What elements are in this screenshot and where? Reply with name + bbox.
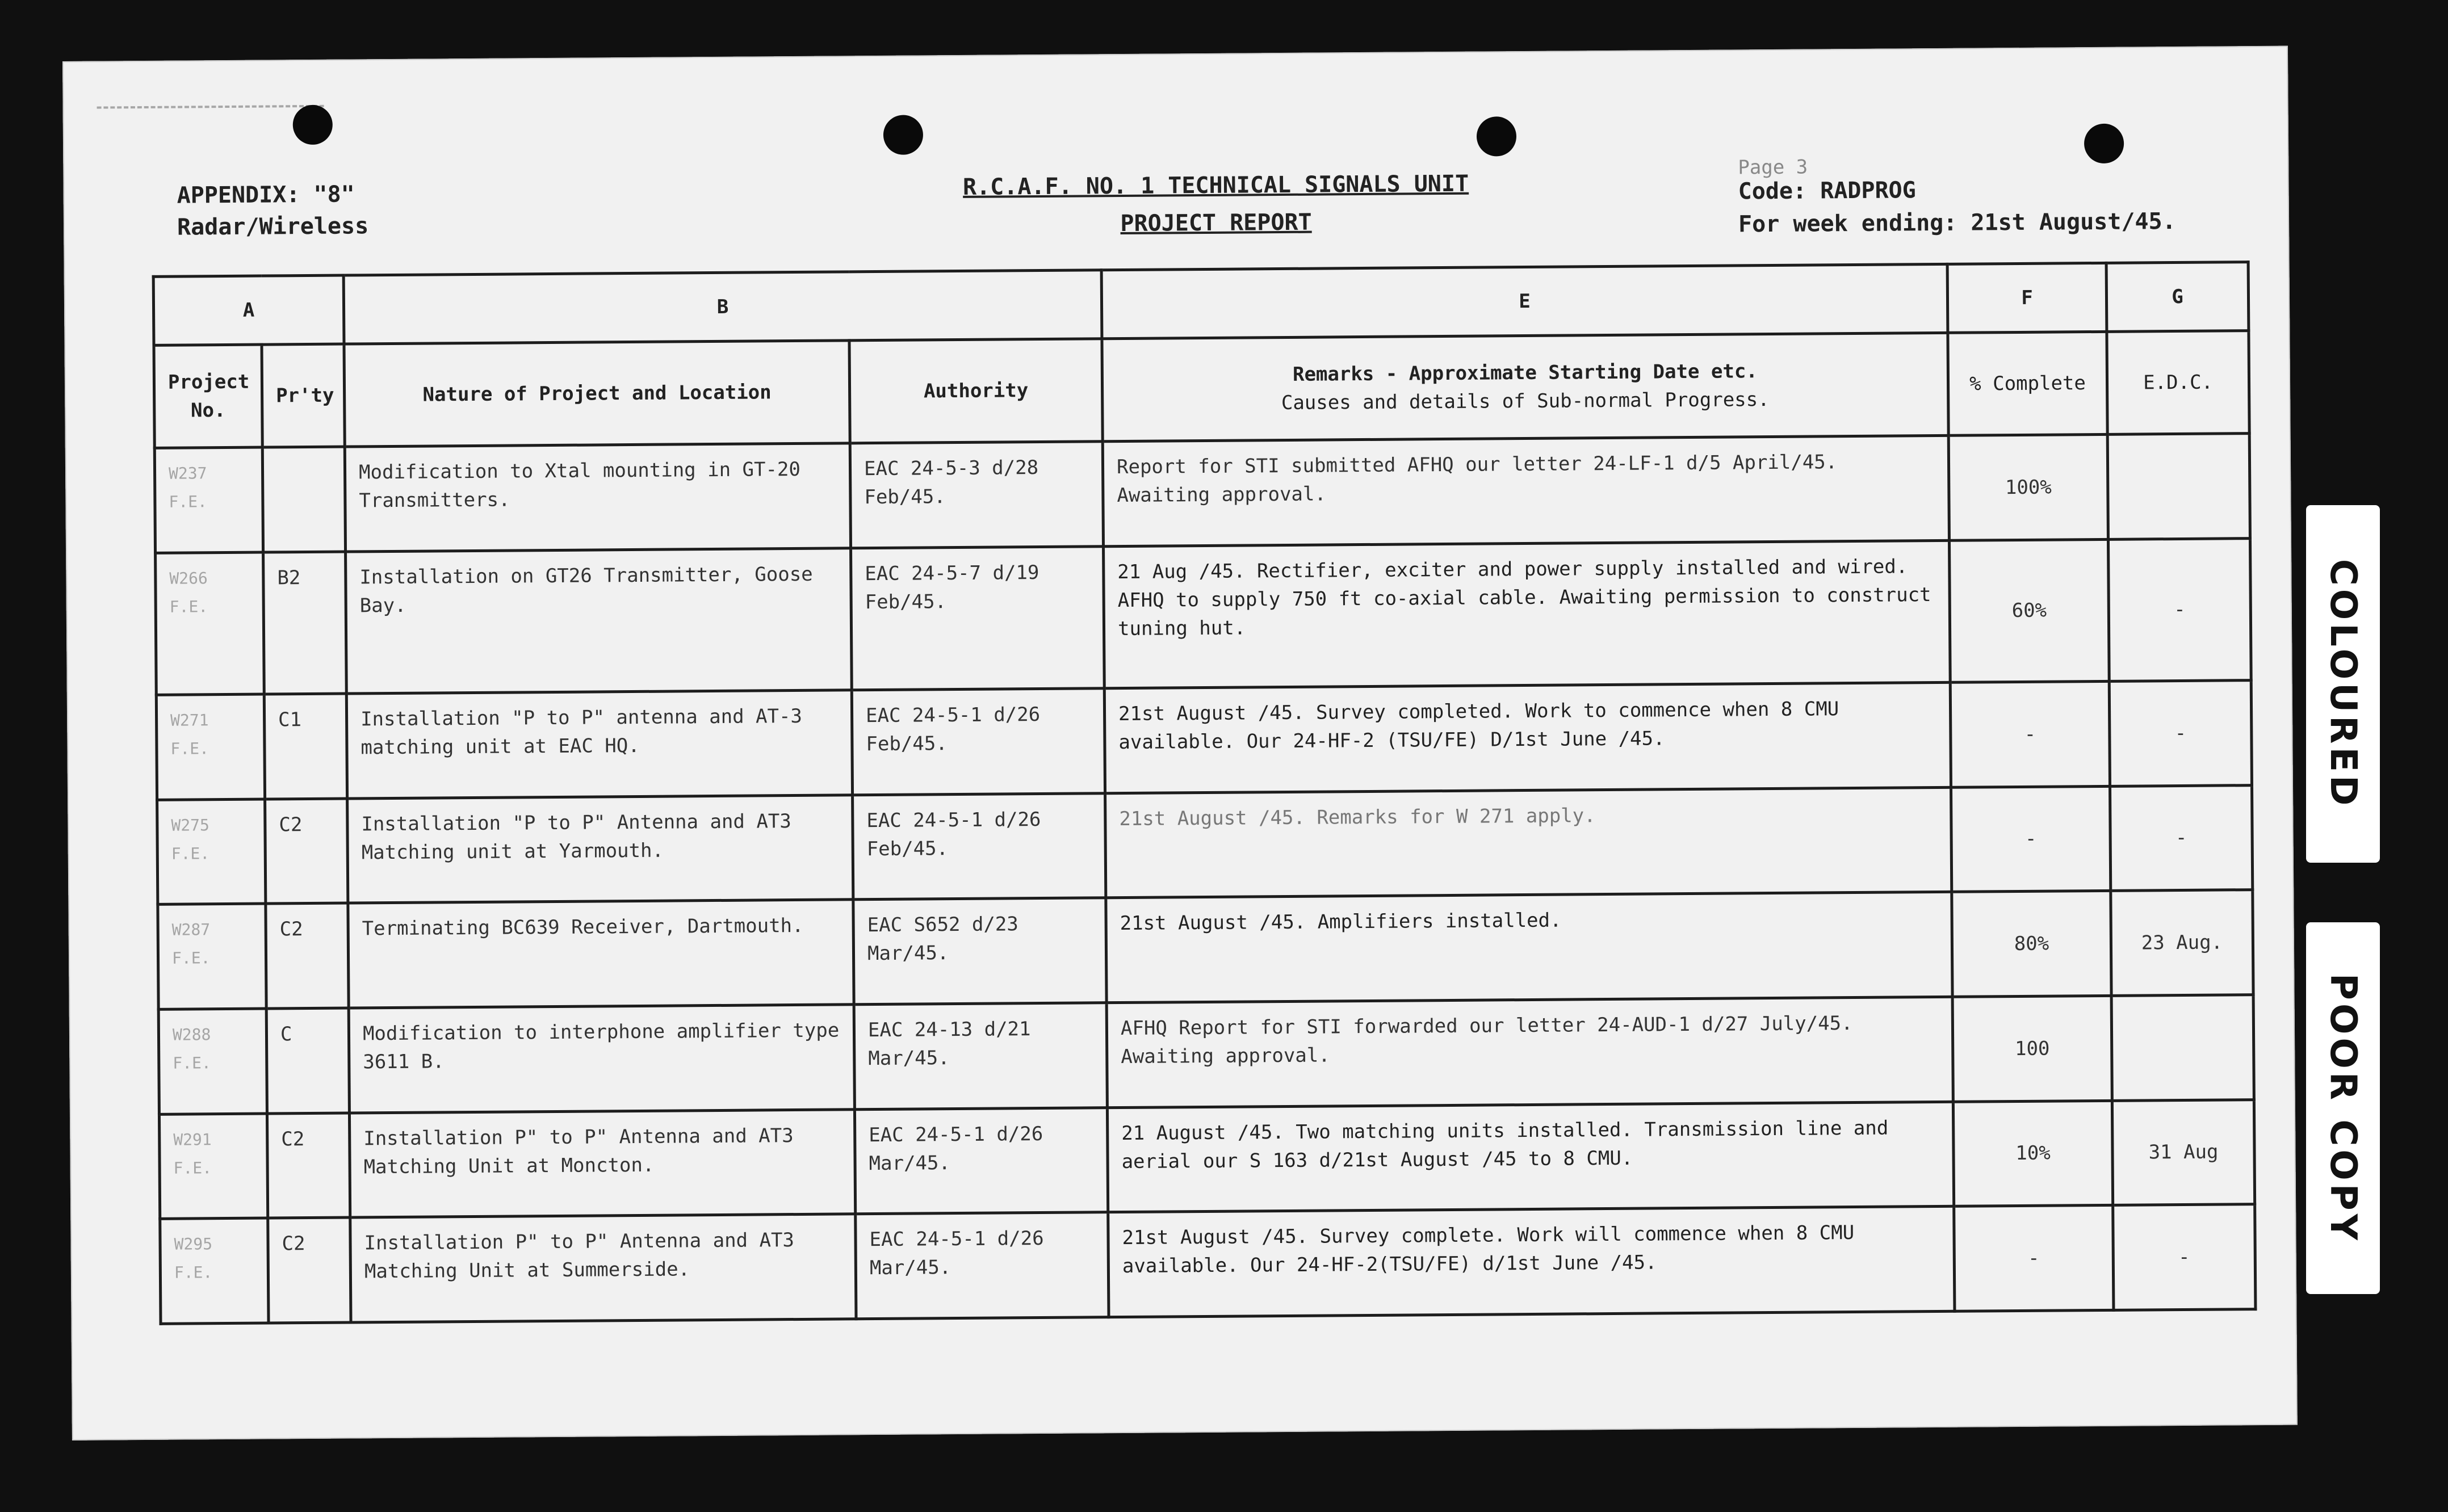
table-row [156, 680, 2252, 799]
column-letter: G [2106, 262, 2249, 332]
header-remarks [1102, 333, 1948, 441]
cell-nature: Installation P" to P" Antenna and AT3 Matching Unit at Moncton. [349, 1109, 855, 1217]
table-row [158, 890, 2253, 1009]
cell-complete: 100% [1948, 434, 2108, 540]
header-remarks-line2: Causes and details of Sub-normal Progress. [1281, 388, 1770, 415]
cell-nature: Installation P" to P" Antenna and AT3 Matching Unit at Summerside. [350, 1214, 856, 1322]
page-title [875, 165, 1557, 244]
cell-remarks: 21st August /45. Amplifiers installed. [1106, 892, 1952, 1003]
cell-nature: Installation "P to P" antenna and AT-3 matching unit at EAC HQ. [346, 690, 852, 799]
cell-project-no: W287 F.E. [158, 904, 266, 1009]
punch-hole [2084, 124, 2124, 163]
header-complete: % Complete [1948, 331, 2107, 435]
column-letter: A [153, 275, 344, 345]
cell-edc: - [2108, 538, 2251, 681]
week-ending-label: For week ending: 21st August/45. [1738, 208, 2176, 238]
cell-edc [2111, 995, 2254, 1101]
cell-remarks: Report for STI submitted AFHQ our letter 24-LF-1 d/5 April/45. Awaiting approval. [1103, 435, 1949, 546]
cell-project-no: W288 F.E. [158, 1009, 267, 1114]
header-priority: Pr'ty [262, 344, 345, 447]
cell-authority: EAC S652 d/23 Mar/45. [853, 898, 1106, 1005]
cell-nature: Modification to interphone amplifier type 3611 B. [349, 1005, 854, 1113]
cell-remarks: AFHQ Report for STI forwarded our letter 24-AUD-1 d/27 July/45. Awaiting approval. [1106, 997, 1953, 1107]
header-authority: Authority [849, 339, 1103, 443]
cell-edc [2107, 434, 2250, 539]
cell-edc: - [2109, 680, 2252, 786]
table-row [159, 1099, 2254, 1219]
cell-nature: Terminating BC639 Receiver, Dartmouth. [348, 900, 854, 1008]
document-page [62, 46, 2298, 1440]
cell-authority: EAC 24-5-1 d/26 Feb/45. [852, 688, 1105, 795]
appendix-label: APPENDIX: "8" [177, 181, 355, 209]
subtitle-label: Radar/Wireless [177, 213, 369, 241]
cell-nature: Modification to Xtal mounting in GT-20 Transmitters. [345, 443, 850, 552]
column-letter: F [1947, 263, 2107, 333]
cell-complete: 80% [1952, 891, 2111, 997]
cell-project-no: W291 F.E. [159, 1114, 267, 1219]
cell-priority: C2 [266, 903, 349, 1009]
cell-remarks: 21st August /45. Remarks for W 271 apply. [1105, 787, 1952, 898]
cell-project-no: W266 F.E. [156, 552, 265, 695]
cell-complete: 100 [1952, 996, 2112, 1102]
punch-hole [883, 115, 923, 154]
cell-remarks: 21st August /45. Survey completed. Work to commence when 8 CMU available. Our 24-HF-2 (TSU/FE) D/1st June /45. [1104, 682, 1951, 793]
cell-edc: 31 Aug [2112, 1099, 2254, 1205]
cell-nature: Installation on GT26 Transmitter, Goose Bay. [346, 548, 852, 694]
cell-authority: EAC 24-5-1 d/26 Mar/45. [856, 1212, 1109, 1319]
cell-edc: 23 Aug. [2111, 890, 2253, 996]
header-nature: Nature of Project and Location [344, 341, 850, 447]
header-remarks-line1: Remarks - Approximate Starting Date etc. [1292, 360, 1758, 386]
cell-complete: - [1951, 786, 2111, 892]
cell-priority: C2 [267, 1113, 350, 1219]
title-line-1: R.C.A.F. NO. 1 TECHNICAL SIGNALS UNIT [962, 170, 1469, 200]
page-number: Page 3 [1738, 156, 1808, 179]
cell-remarks: 21st August /45. Survey complete. Work will commence when 8 CMU available. Our 24-HF-2(TSU/FE) d/1st June /45. [1108, 1207, 1955, 1317]
table-row [157, 785, 2253, 904]
cell-authority: EAC 24-5-1 d/26 Mar/45. [854, 1107, 1108, 1214]
header-edc: E.D.C. [2107, 331, 2249, 435]
header-project-no: Project No. [154, 345, 262, 448]
cell-priority: C2 [268, 1217, 351, 1323]
top-edge-mark [97, 105, 324, 120]
table-row [154, 434, 2250, 553]
cell-edc: - [2113, 1204, 2256, 1310]
cell-edc: - [2110, 785, 2253, 891]
column-header-row [154, 331, 2249, 448]
punch-hole [1477, 116, 1516, 156]
cell-nature: Installation "P to P" Antenna and AT3 Matching unit at Yarmouth. [347, 795, 853, 903]
cell-project-no: W237 F.E. [154, 447, 263, 553]
coloured-label: COLOURED [2306, 505, 2380, 863]
poor-copy-label: POOR COPY [2306, 922, 2380, 1294]
code-label: Code: RADPROG [1738, 177, 1916, 205]
title-line-2: PROJECT REPORT [1120, 209, 1312, 237]
cell-project-no: W295 F.E. [160, 1218, 269, 1324]
cell-project-no: W275 F.E. [157, 799, 266, 905]
table-row [156, 538, 2252, 695]
cell-complete: 60% [1950, 539, 2110, 682]
cell-priority: B2 [263, 552, 347, 694]
cell-priority: C1 [264, 694, 347, 799]
project-report-table [152, 261, 2257, 1325]
cell-complete: 10% [1953, 1101, 2112, 1207]
cell-priority: C [266, 1008, 349, 1114]
cell-complete: - [1954, 1206, 2114, 1312]
column-letter: B [343, 270, 1102, 344]
table-row [160, 1204, 2256, 1324]
punch-hole [293, 105, 333, 145]
cell-complete: - [1950, 681, 2110, 787]
cell-priority: C2 [265, 799, 348, 904]
cell-authority: EAC 24-5-3 d/28 Feb/45. [850, 442, 1103, 548]
cell-priority [262, 447, 345, 552]
cell-authority: EAC 24-13 d/21 Mar/45. [854, 1003, 1107, 1110]
column-letter: E [1101, 264, 1948, 338]
cell-authority: EAC 24-5-7 d/19 Feb/45. [851, 546, 1105, 690]
cell-project-no: W271 F.E. [156, 694, 265, 800]
cell-authority: EAC 24-5-1 d/26 Feb/45. [853, 793, 1106, 900]
cell-remarks: 21 August /45. Two matching units installed. Transmission line and aerial our S 163 d/21st August /45 to 8 CMU. [1107, 1102, 1954, 1212]
cell-remarks: 21 Aug /45. Rectifier, exciter and power supply installed and wired. AFHQ to supply 750 ft co-axial cable. Awaiting permission to construct tuning hut. [1104, 540, 1951, 688]
table-row [158, 995, 2254, 1114]
